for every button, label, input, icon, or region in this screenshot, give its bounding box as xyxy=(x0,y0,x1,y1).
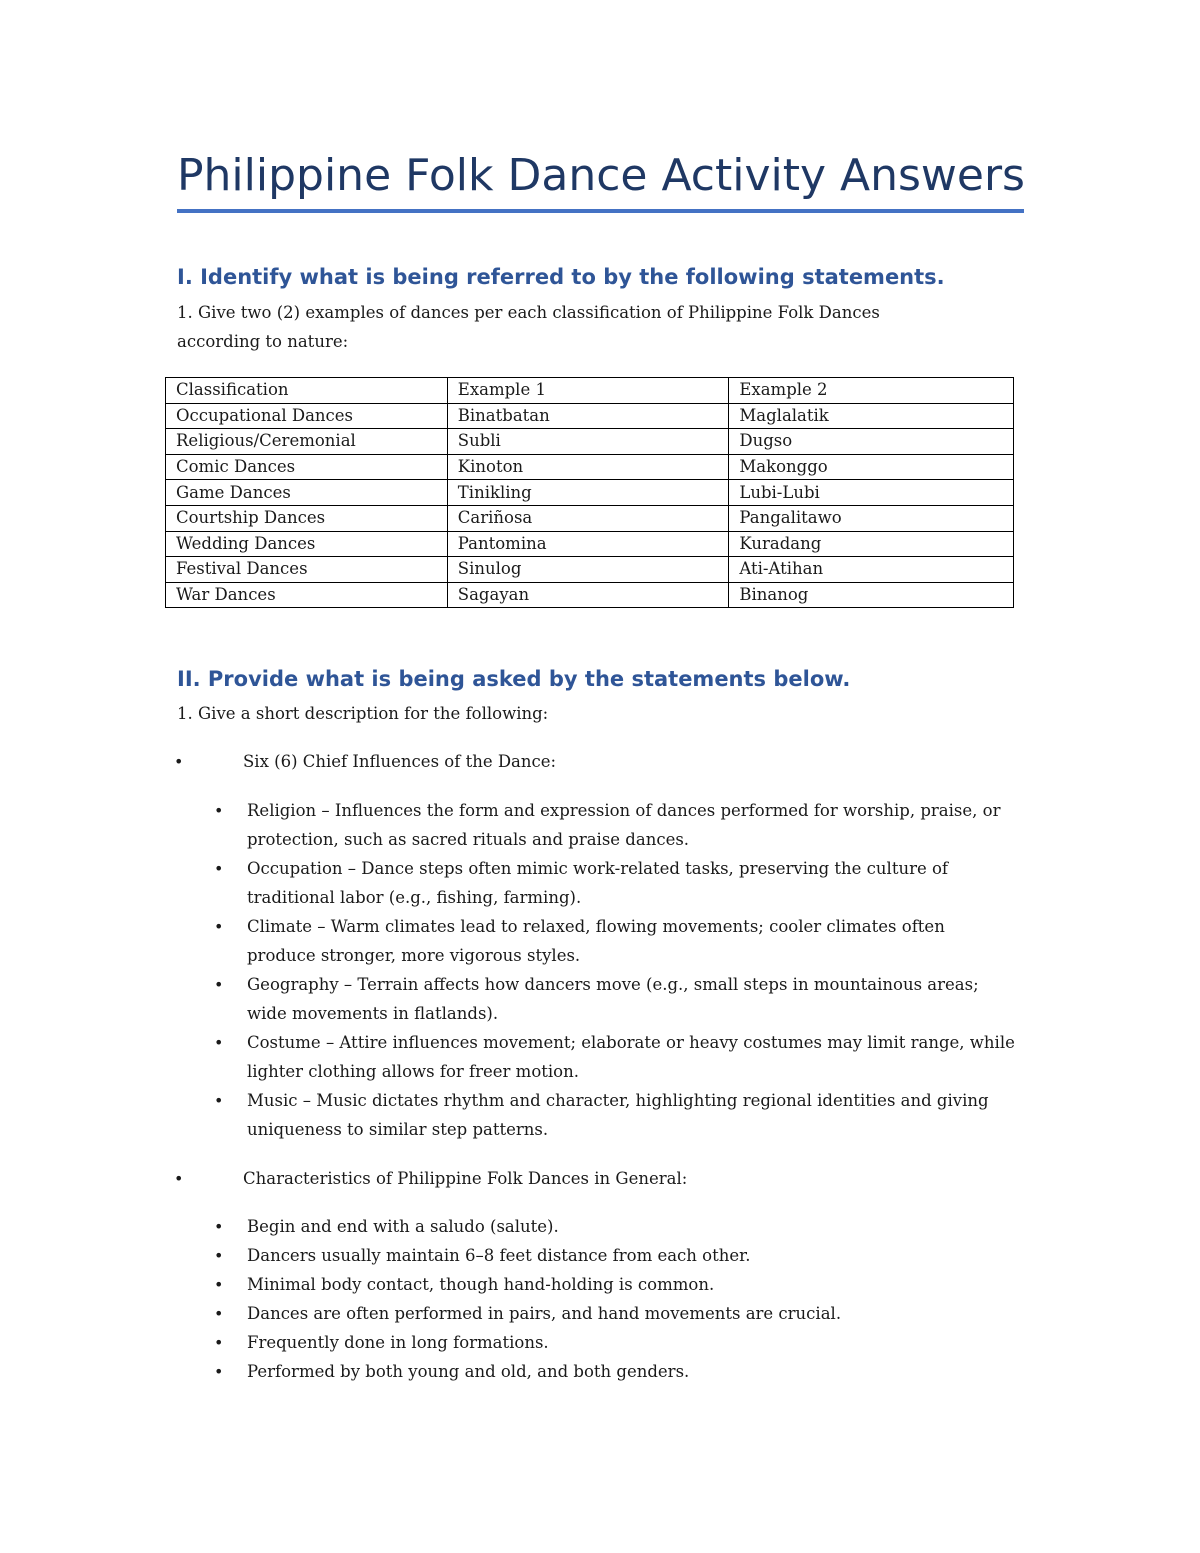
bullet-icon: • xyxy=(214,1275,224,1294)
table-cell-example-1: Sagayan xyxy=(447,582,729,608)
table-cell-example-2: Pangalitawo xyxy=(729,505,1014,531)
table-cell-example-1: Binatbatan xyxy=(447,403,729,429)
section-2-heading: II. Provide what is being asked by the statements below. xyxy=(177,667,851,691)
table-cell-example-2: Kuradang xyxy=(729,531,1014,557)
bullet-icon: • xyxy=(214,975,224,994)
table-cell-classification: Comic Dances xyxy=(166,454,448,480)
table-cell-example-2: Ati-Atihan xyxy=(729,557,1014,583)
table-row xyxy=(166,403,1014,429)
bullet-icon: • xyxy=(214,1333,224,1352)
section-1-question: 1. Give two (2) examples of dances per each classification of Philippine Folk Dances according to nature: xyxy=(177,303,880,351)
section-1-heading: I. Identify what is being referred to by the following statements. xyxy=(177,265,945,289)
bullet-icon: • xyxy=(214,801,224,820)
table-row xyxy=(166,505,1014,531)
table-row xyxy=(166,531,1014,557)
classification-table xyxy=(165,377,1014,608)
influence-music: Music – Music dictates rhythm and character, highlighting regional identities and giving uniqueness to similar step patterns. xyxy=(247,1091,989,1139)
characteristic-item: Performed by both young and old, and both genders. xyxy=(247,1362,690,1381)
influence-geography: Geography – Terrain affects how dancers move (e.g., small steps in mountainous areas; wide movements in flatlands). xyxy=(247,975,979,1023)
bullet-icon: • xyxy=(214,1091,224,1110)
table-cell-example-2: Dugso xyxy=(729,429,1014,455)
table-cell-example-1: Kinoton xyxy=(447,454,729,480)
table-cell-classification: Wedding Dances xyxy=(166,531,448,557)
table-row xyxy=(166,429,1014,455)
table-header-row xyxy=(166,378,1014,404)
bullet-icon: • xyxy=(214,1246,224,1265)
characteristic-item: Dances are often performed in pairs, and hand movements are crucial. xyxy=(247,1304,842,1323)
bullet-icon: • xyxy=(214,859,224,878)
table-cell-classification: Festival Dances xyxy=(166,557,448,583)
table-cell-example-2: Maglalatik xyxy=(729,403,1014,429)
characteristic-item: Minimal body contact, though hand-holding is common. xyxy=(247,1275,715,1294)
table-cell-example-1: Tinikling xyxy=(447,480,729,506)
bullet-icon: • xyxy=(214,1033,224,1052)
table-row xyxy=(166,454,1014,480)
table-cell-example-1: Pantomina xyxy=(447,531,729,557)
section-2-question: 1. Give a short description for the following: xyxy=(177,704,549,723)
bullet-icon: • xyxy=(214,1304,224,1323)
table-cell-classification: Religious/Ceremonial xyxy=(166,429,448,455)
table-row xyxy=(166,582,1014,608)
table-row xyxy=(166,557,1014,583)
table-cell-classification: Courtship Dances xyxy=(166,505,448,531)
page-title: Philippine Folk Dance Activity Answers xyxy=(177,150,1025,201)
table-cell-example-2: Makonggo xyxy=(729,454,1014,480)
influence-climate: Climate – Warm climates lead to relaxed, flowing movements; cooler climates often produce stronger, more vigorous styles. xyxy=(247,917,945,965)
table-cell-example-1: Subli xyxy=(447,429,729,455)
bullet-icon: • xyxy=(214,917,224,936)
influences-label: Six (6) Chief Influences of the Dance: xyxy=(243,752,557,771)
table-cell-classification: War Dances xyxy=(166,582,448,608)
characteristics-label: Characteristics of Philippine Folk Dances in General: xyxy=(243,1169,688,1188)
table-header-cell: Classification xyxy=(166,378,448,404)
table-row xyxy=(166,480,1014,506)
table-cell-classification: Occupational Dances xyxy=(166,403,448,429)
table-header-cell: Example 1 xyxy=(447,378,729,404)
table-cell-example-2: Lubi-Lubi xyxy=(729,480,1014,506)
bullet-icon: • xyxy=(174,752,184,771)
characteristic-item: Begin and end with a saludo (salute). xyxy=(247,1217,559,1236)
table-cell-example-1: Sinulog xyxy=(447,557,729,583)
table-cell-classification: Game Dances xyxy=(166,480,448,506)
characteristic-item: Dancers usually maintain 6–8 feet distance from each other. xyxy=(247,1246,751,1265)
table-cell-example-2: Binanog xyxy=(729,582,1014,608)
influence-costume: Costume – Attire influences movement; elaborate or heavy costumes may limit range, while lighter clothing allows for freer motion. xyxy=(247,1033,1015,1081)
title-underline xyxy=(177,209,1024,213)
table-cell-example-1: Cariñosa xyxy=(447,505,729,531)
influence-occupation: Occupation – Dance steps often mimic work-related tasks, preserving the culture of traditional labor (e.g., fishing, farming). xyxy=(247,859,949,907)
bullet-icon: • xyxy=(214,1362,224,1381)
table-header-cell: Example 2 xyxy=(729,378,1014,404)
bullet-icon: • xyxy=(174,1169,184,1188)
influence-religion: Religion – Influences the form and expression of dances performed for worship, praise, or protection, such as sacred rituals and praise dances. xyxy=(247,801,1001,849)
bullet-icon: • xyxy=(214,1217,224,1236)
characteristic-item: Frequently done in long formations. xyxy=(247,1333,549,1352)
